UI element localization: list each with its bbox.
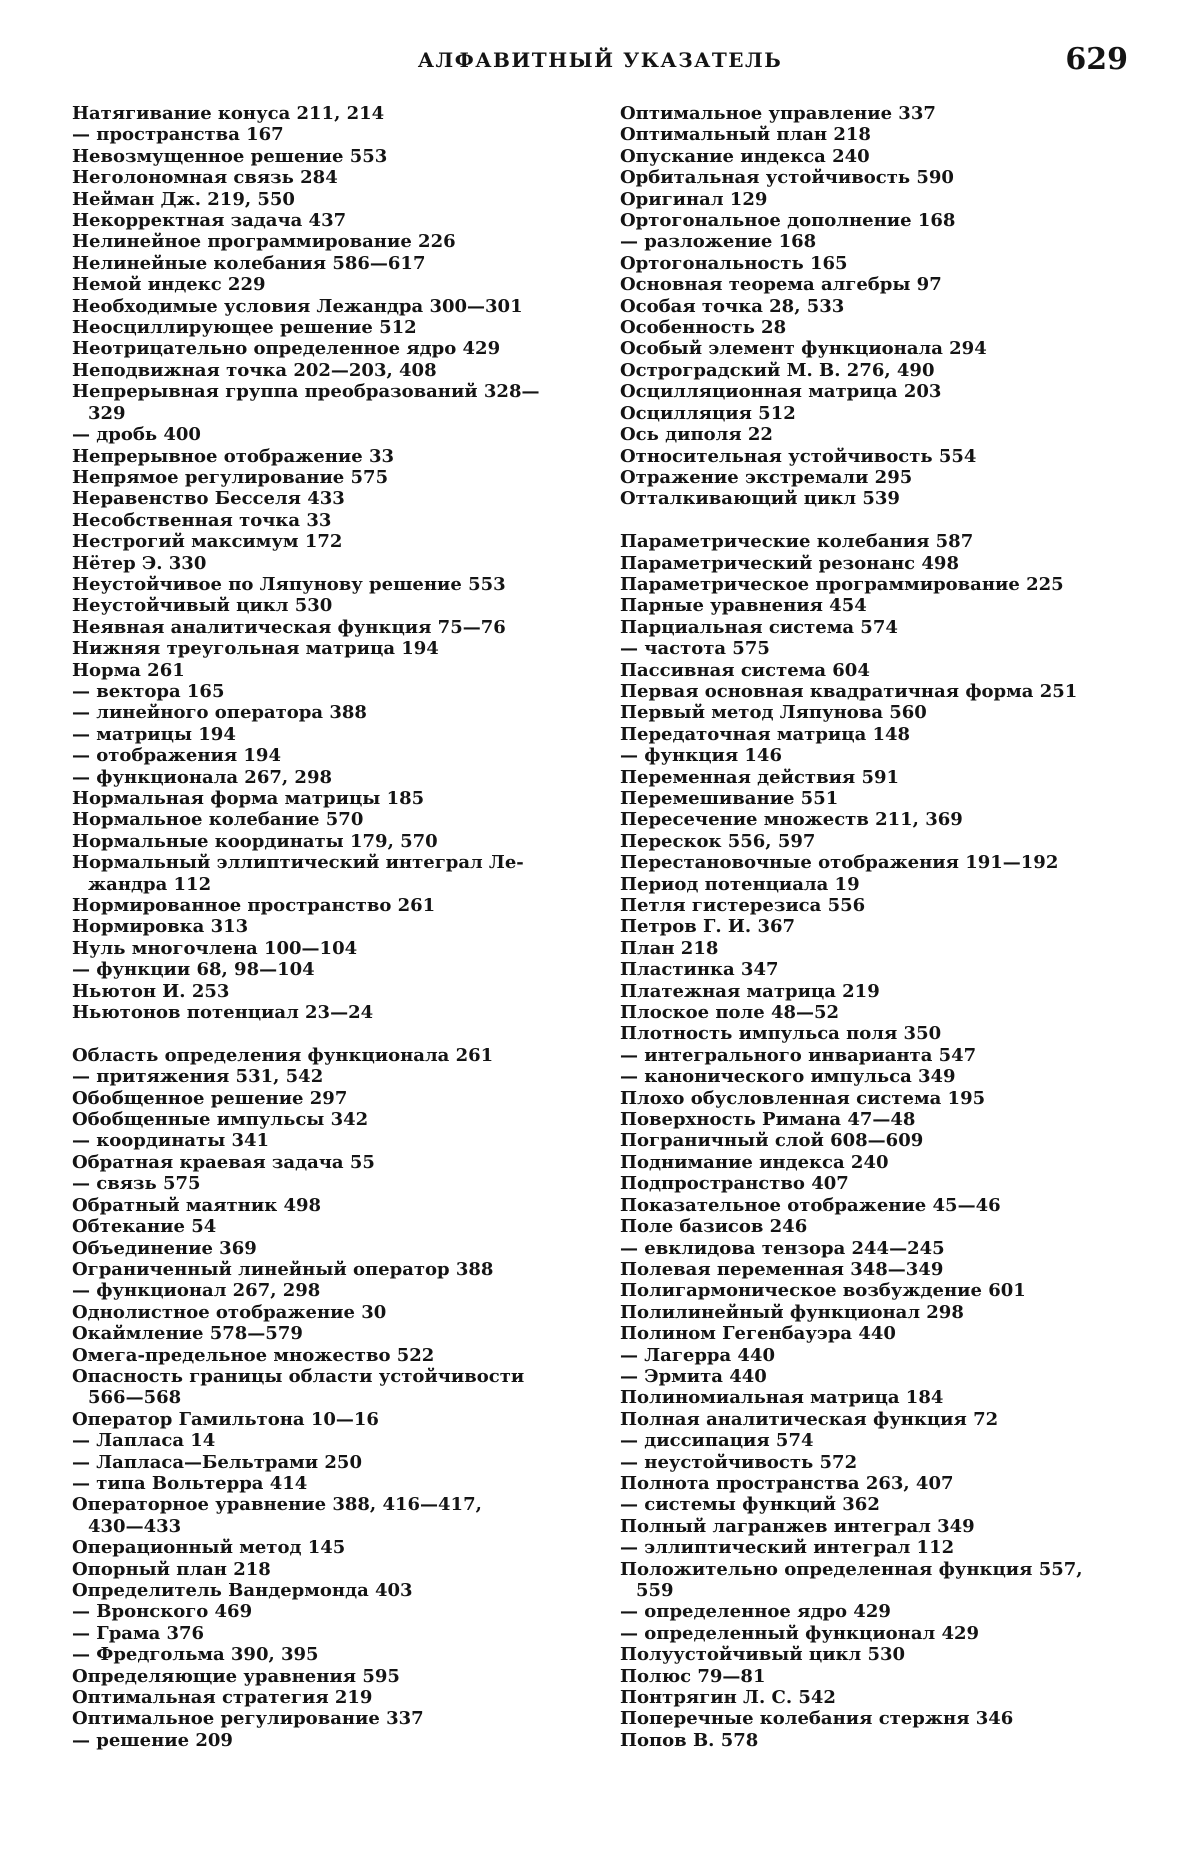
index-entry: Оптимальный план 218 xyxy=(620,124,871,146)
index-entry: Поле базисов 246 xyxy=(620,1216,808,1238)
index-entry: Нормальные координаты 179, 570 xyxy=(72,830,438,852)
index-entry: Парциальная система 574 xyxy=(620,616,898,638)
index-entry: — интегрального инварианта 547 xyxy=(620,1044,977,1066)
index-entry: 430—433 xyxy=(88,1515,182,1537)
index-entry: Оператор Гамильтона 10—16 xyxy=(72,1408,379,1430)
index-entry: Оптимальное управление 337 xyxy=(620,103,936,124)
page-title: АЛФАВИТНЫЙ УКАЗАТЕЛЬ xyxy=(417,48,783,72)
index-entry: — решение 209 xyxy=(72,1729,233,1751)
index-entry: Петля гистерезиса 556 xyxy=(620,895,866,917)
index-entry: — функционал 267, 298 xyxy=(72,1280,321,1302)
index-entry: — Лапласа 14 xyxy=(72,1430,216,1452)
index-entry: Нормальный эллиптический интеграл Ле- xyxy=(72,852,524,874)
index-entry: — диссипация 574 xyxy=(620,1430,814,1452)
index-entry: Параметрическое программирование 225 xyxy=(620,573,1064,595)
index-entry: — отображения 194 xyxy=(72,745,281,767)
index-entry: Ньютон И. 253 xyxy=(72,980,230,1002)
index-entry: Полигармоническое возбуждение 601 xyxy=(620,1280,1026,1302)
index-entry: Неявная аналитическая функция 75—76 xyxy=(72,616,506,638)
index-entry: Полный лагранжев интеграл 349 xyxy=(620,1515,975,1537)
index-entry: — притяжения 531, 542 xyxy=(72,1066,324,1088)
index-entry: Неосциллирующее решение 512 xyxy=(72,317,417,339)
index-entry: Нормальное колебание 570 xyxy=(72,809,364,831)
index-entry: 559 xyxy=(636,1580,674,1602)
index-entry: Однолистное отображение 30 xyxy=(72,1301,387,1323)
index-entry: Полиномиальная матрица 184 xyxy=(620,1387,944,1409)
index-entry: Перескок 556, 597 xyxy=(620,830,816,852)
index-entry: Ось диполя 22 xyxy=(620,424,773,446)
index-entry: Осцилляционная матрица 203 xyxy=(620,381,942,403)
index-entry: — дробь 400 xyxy=(72,424,201,446)
index-entry: Остроградский М. В. 276, 490 xyxy=(620,359,935,381)
index-entry: Обтекание 54 xyxy=(72,1216,217,1238)
index-entry: Нуль многочлена 100—104 xyxy=(72,937,358,959)
index-entry: Немой индекс 229 xyxy=(72,274,266,296)
index-entry: Непрерывное отображение 33 xyxy=(72,445,395,467)
index-entry: Перемешивание 551 xyxy=(620,787,839,809)
index-entry: Орбитальная устойчивость 590 xyxy=(620,167,954,189)
index-entry: Неустойчивый цикл 530 xyxy=(72,595,333,617)
index-entry: Параметрический резонанс 498 xyxy=(620,552,959,574)
index-entry: Омега-предельное множество 522 xyxy=(72,1344,435,1366)
index-entry: Нормированное пространство 261 xyxy=(72,895,436,917)
index-entry: — Лапласа—Бельтрами 250 xyxy=(72,1451,362,1473)
section-gap xyxy=(620,510,1140,531)
index-entry: — евклидова тензора 244—245 xyxy=(620,1237,945,1259)
index-entry: Оригинал 129 xyxy=(620,188,768,210)
index-entry: Отталкивающий цикл 539 xyxy=(620,488,900,510)
index-entry: Непрерывная группа преобразований 328— xyxy=(72,381,540,403)
index-entry: Непрямое регулирование 575 xyxy=(72,466,389,488)
index-entry: — разложение 168 xyxy=(620,231,817,253)
index-entry: — функции 68, 98—104 xyxy=(72,959,315,981)
index-entry: Положительно определенная функция 557, xyxy=(620,1558,1083,1580)
index-entry: Нелинейные колебания 586—617 xyxy=(72,252,426,274)
index-entry: Плохо обусловленная система 195 xyxy=(620,1087,986,1109)
index-entry: Параметрические колебания 587 xyxy=(620,531,974,553)
index-entry: — Фредгольма 390, 395 xyxy=(72,1644,319,1666)
index-entry: Опускание индекса 240 xyxy=(620,145,870,167)
index-entry: Полюс 79—81 xyxy=(620,1665,766,1687)
index-entry: Поперечные колебания стержня 346 xyxy=(620,1708,1014,1730)
index-entry: Обобщенное решение 297 xyxy=(72,1087,348,1109)
index-entry: Операторное уравнение 388, 416—417, xyxy=(72,1494,482,1516)
index-entry: — координаты 341 xyxy=(72,1130,270,1152)
index-entry: Область определения функционала 261 xyxy=(72,1044,494,1066)
index-entry: Пограничный слой 608—609 xyxy=(620,1130,924,1152)
index-entry: Особая точка 28, 533 xyxy=(620,295,845,317)
index-entry: Первая основная квадратичная форма 251 xyxy=(620,680,1078,702)
index-entry: — вектора 165 xyxy=(72,680,225,702)
index-entry: — Лагерра 440 xyxy=(620,1344,776,1366)
page-number: 629 xyxy=(1065,42,1128,77)
index-entry: Определитель Вандермонда 403 xyxy=(72,1580,413,1602)
index-entry: — канонического импульса 349 xyxy=(620,1066,956,1088)
section-gap xyxy=(72,1023,592,1044)
index-entry: Неравенство Бесселя 433 xyxy=(72,488,345,510)
index-entry: Особенность 28 xyxy=(620,317,787,339)
index-entry: Операционный метод 145 xyxy=(72,1537,346,1559)
index-entry: Полуустойчивый цикл 530 xyxy=(620,1644,906,1666)
index-entry: Попов В. 578 xyxy=(620,1729,759,1751)
index-entry: — матрицы 194 xyxy=(72,723,236,745)
index-entry: Показательное отображение 45—46 xyxy=(620,1194,1001,1216)
index-entry: Поднимание индекса 240 xyxy=(620,1151,889,1173)
index-entry: Поверхность Римана 47—48 xyxy=(620,1109,916,1131)
index-entry: — функция 146 xyxy=(620,745,782,767)
index-entry: — определенное ядро 429 xyxy=(620,1601,891,1623)
index-entry: Ортогональное дополнение 168 xyxy=(620,210,956,232)
index-column-left xyxy=(72,103,592,1751)
index-entry: Неподвижная точка 202—203, 408 xyxy=(72,359,437,381)
index-entry: Пластинка 347 xyxy=(620,959,779,981)
index-entry: — системы функций 362 xyxy=(620,1494,880,1516)
index-entry: жандра 112 xyxy=(88,873,212,895)
index-entry: — типа Вольтерра 414 xyxy=(72,1472,308,1494)
index-entry: — частота 575 xyxy=(620,638,770,660)
index-entry: Определяющие уравнения 595 xyxy=(72,1665,400,1687)
index-entry: Окаймление 578—579 xyxy=(72,1323,303,1345)
index-entry: — функционала 267, 298 xyxy=(72,766,332,788)
index-entry: Петров Г. И. 367 xyxy=(620,916,796,938)
index-entry: Нормальная форма матрицы 185 xyxy=(72,788,425,809)
index-entry: Первый метод Ляпунова 560 xyxy=(620,702,927,724)
index-entry: Некорректная задача 437 xyxy=(72,210,347,232)
index-entry: Платежная матрица 219 xyxy=(620,980,880,1002)
running-head xyxy=(0,42,1200,82)
index-entry: Осцилляция 512 xyxy=(620,402,796,424)
index-column-right xyxy=(620,103,1140,1751)
index-entry: Полином Гегенбауэра 440 xyxy=(620,1323,896,1345)
index-entry: Объединение 369 xyxy=(72,1237,257,1259)
index-entry: Нормировка 313 xyxy=(72,916,249,938)
index-entry: — линейного оператора 388 xyxy=(72,702,367,724)
index-entry: Нестрогий максимум 172 xyxy=(72,531,343,553)
index-entry: Оптимальная стратегия 219 xyxy=(72,1687,373,1709)
index-entry: Натягивание конуса 211, 214 xyxy=(72,103,385,124)
index-entry: — Вронского 469 xyxy=(72,1601,253,1623)
index-entry: Нелинейное программирование 226 xyxy=(72,231,456,253)
index-entry: Относительная устойчивость 554 xyxy=(620,445,977,467)
index-entry: Полилинейный функционал 298 xyxy=(620,1301,964,1323)
index-entry: Нейман Дж. 219, 550 xyxy=(72,188,295,210)
index-entry: Невозмущенное решение 553 xyxy=(72,145,388,167)
index-entry: Нижняя треугольная матрица 194 xyxy=(72,638,439,660)
index-entry: — пространства 167 xyxy=(72,124,284,146)
index-entry: — связь 575 xyxy=(72,1173,201,1195)
index-entry: Ньютонов потенциал 23—24 xyxy=(72,1002,374,1024)
index-entry: Полнота пространства 263, 407 xyxy=(620,1472,954,1494)
index-entry: Парные уравнения 454 xyxy=(620,595,867,617)
index-entry: Ортогональность 165 xyxy=(620,252,848,274)
index-entry: Несобственная точка 33 xyxy=(72,509,332,531)
index-entry: Нётер Э. 330 xyxy=(72,552,207,574)
index-entry: Ограниченный линейный оператор 388 xyxy=(72,1258,494,1280)
index-entry: Плоское поле 48—52 xyxy=(620,1002,840,1024)
index-entry: Период потенциала 19 xyxy=(620,873,860,895)
index-entry: Понтрягин Л. С. 542 xyxy=(620,1687,836,1709)
index-entry: Неотрицательно определенное ядро 429 xyxy=(72,338,501,360)
index-entry: Необходимые условия Лежандра 300—301 xyxy=(72,295,523,317)
index-entry: — определенный функционал 429 xyxy=(620,1622,980,1644)
index-entry: Опасность границы области устойчивости xyxy=(72,1365,525,1387)
index-entry: Неголономная связь 284 xyxy=(72,167,338,189)
index-entry: План 218 xyxy=(620,937,719,959)
index-entry: Переменная действия 591 xyxy=(620,766,900,788)
index-entry: Норма 261 xyxy=(72,659,185,681)
index-entry: Пассивная система 604 xyxy=(620,659,870,681)
index-entry: — Эрмита 440 xyxy=(620,1365,767,1387)
index-entry: Пересечение множеств 211, 369 xyxy=(620,809,963,831)
index-entry: Плотность импульса поля 350 xyxy=(620,1023,942,1045)
index-entry: Неустойчивое по Ляпунову решение 553 xyxy=(72,573,506,595)
index-entry: Полевая переменная 348—349 xyxy=(620,1258,944,1280)
index-entry: Обобщенные импульсы 342 xyxy=(72,1109,369,1131)
index-entry: Обратный маятник 498 xyxy=(72,1194,322,1216)
index-entry: Подпространство 407 xyxy=(620,1173,849,1195)
index-entry: Опорный план 218 xyxy=(72,1558,271,1580)
index-entry: 329 xyxy=(88,402,126,424)
index-entry: Обратная краевая задача 55 xyxy=(72,1151,375,1173)
index-entry: Передаточная матрица 148 xyxy=(620,723,911,745)
index-entry: — неустойчивость 572 xyxy=(620,1451,858,1473)
index-entry: — Грама 376 xyxy=(72,1622,205,1644)
index-entry: Полная аналитическая функция 72 xyxy=(620,1408,999,1430)
index-entry: — эллиптический интеграл 112 xyxy=(620,1537,955,1559)
index-entry: Отражение экстремали 295 xyxy=(620,466,913,488)
index-entry: Оптимальное регулирование 337 xyxy=(72,1708,424,1730)
index-entry: Основная теорема алгебры 97 xyxy=(620,274,942,296)
index-entry: Особый элемент функционала 294 xyxy=(620,338,987,360)
index-entry: 566—568 xyxy=(88,1387,182,1409)
index-entry: Перестановочные отображения 191—192 xyxy=(620,852,1059,874)
